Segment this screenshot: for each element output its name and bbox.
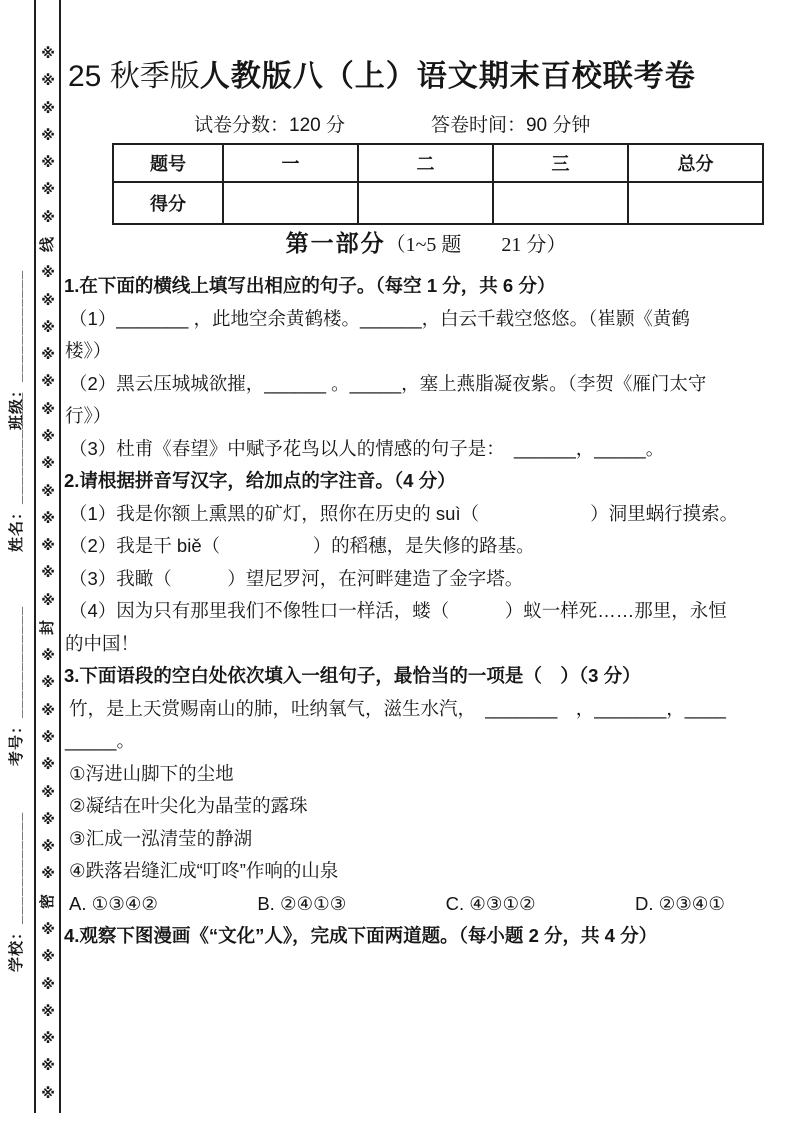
question-stem: 3.下面语段的空白处依次填入一组句子，最恰当的一项是（ ）（3 分）	[64, 665, 641, 686]
question-line: ④跌落岩缝汇成“叮咚”作响的山泉	[69, 860, 339, 881]
seal-mark: ※	[41, 1084, 55, 1101]
seal-mark: ※	[41, 99, 55, 116]
score-table	[112, 143, 764, 225]
seal-mark: ※	[41, 564, 55, 581]
score-table-header-cell: 一	[223, 144, 358, 182]
seal-mark: ※	[41, 537, 55, 554]
seal-mark: ※	[41, 1057, 55, 1074]
paper-title-main: 人教版八（上）语文期末百校联考卷	[199, 60, 696, 93]
question-stem: 2.请根据拼音写汉字，给加点的字注音。（4 分）	[64, 470, 456, 491]
seal-mark: ※	[41, 975, 55, 992]
question-line: 楼》）	[65, 340, 112, 361]
seal-mark: ※	[41, 400, 55, 417]
seal-mark: ※	[41, 865, 55, 882]
option-A: A. ①③④②	[69, 892, 158, 914]
seal-mark: ※	[41, 674, 55, 691]
paper-title	[68, 58, 790, 96]
seal-border-outer-line	[34, 0, 36, 1113]
seal-mark: ※	[41, 647, 55, 664]
seal-mark: ※	[41, 838, 55, 855]
total-score-label: 试卷分数：120 分	[194, 115, 345, 136]
student-field-name: 姓名：____________	[8, 391, 25, 552]
score-cell	[628, 182, 763, 224]
question-line: 的中国！	[65, 632, 140, 654]
seal-mark: ※	[41, 264, 55, 281]
seal-mark: ※	[41, 208, 55, 225]
seal-marks-column	[38, 46, 58, 1100]
seal-mark: ※	[41, 1002, 55, 1019]
seal-mark: ※	[41, 509, 55, 526]
score-table-score-row	[113, 182, 763, 224]
score-table-corner-cell: 题号	[113, 144, 223, 182]
question-line: （2）我是干 biě（ ）的稻穗，是失修的路基。	[69, 535, 535, 556]
score-table-header-cell: 三	[493, 144, 628, 182]
seal-mark: ※	[41, 1030, 55, 1047]
seal-mark: ※	[41, 701, 55, 718]
score-table-header-cell: 二	[358, 144, 493, 182]
seal-mark: ※	[41, 810, 55, 827]
question-line: （3）杜甫《春望》中赋予花鸟以人的情感的句子是： ______，_____。	[69, 437, 665, 459]
paper-meta	[194, 114, 790, 137]
question-line: ③汇成一泓清莹的静湖	[69, 827, 253, 849]
seal-border-inner-line	[59, 0, 61, 1113]
seal-mark: ※	[41, 948, 55, 965]
section-range: （1~5 题 21 分）	[385, 234, 567, 256]
score-row-label: 得分	[113, 182, 223, 224]
section-name: 第一部分	[285, 231, 386, 256]
paper-title-edition: 25 秋季版	[68, 60, 200, 93]
seal-mark: ※	[41, 346, 55, 363]
seal-mark: ※	[41, 482, 55, 499]
question-stem: 4.观察下图漫画《“文化”人》，完成下面两道题。（每小题 2 分，共 4 分）	[64, 925, 658, 946]
section-heading	[62, 229, 790, 260]
student-field-school: 学校：____________	[8, 811, 25, 972]
question-line: （4）因为只有那里我们不像牲口一样活，蝼（ ）蚁一样死……那里，永恒	[69, 600, 727, 621]
question-line: （1）我是你额上熏黑的矿灯，照你在历史的 suì（ ）洞里蜗行摸索。	[69, 502, 739, 524]
seal-char-封: 封	[39, 619, 57, 635]
paper-content	[62, 0, 790, 953]
score-cell	[358, 182, 493, 224]
score-cell	[493, 182, 628, 224]
seal-char-密: 密	[39, 893, 57, 909]
seal-mark: ※	[41, 455, 55, 472]
seal-mark: ※	[41, 591, 55, 608]
options-row	[64, 888, 725, 921]
score-table-header-cell: 总分	[628, 144, 763, 182]
question-line: （3）我瞰（ ）望尼罗河，在河畔建造了金字塔。	[69, 567, 524, 589]
score-cell	[223, 182, 358, 224]
question-lines	[64, 270, 790, 953]
question-line: _____。	[65, 730, 135, 751]
question-line: 行》）	[65, 405, 112, 426]
seal-mark: ※	[41, 729, 55, 746]
seal-mark: ※	[41, 783, 55, 800]
option-B: B. ②④①③	[257, 892, 347, 914]
seal-mark: ※	[41, 45, 55, 61]
question-line: ②凝结在叶尖化为晶莹的露珠	[69, 795, 308, 816]
seal-mark: ※	[41, 72, 55, 89]
question-line: （2）黑云压城城欲摧，______ 。_____，塞上燕脂凝夜紫。（李贺《雁门太守	[69, 372, 707, 394]
student-field-exam-number: 考号：____________	[8, 605, 25, 766]
question-line: （1）_______ ，此地空余黄鹤楼。______，白云千载空悠悠。（崔颢《黄鹤	[69, 307, 690, 329]
seal-mark: ※	[41, 154, 55, 171]
question-line: ①泻进山脚下的尘地	[69, 762, 234, 784]
seal-mark: ※	[41, 181, 55, 198]
score-table-header-row	[113, 144, 763, 182]
seal-mark: ※	[41, 427, 55, 444]
seal-mark: ※	[41, 318, 55, 335]
option-C: C. ④③①②	[445, 892, 536, 914]
seal-mark: ※	[41, 126, 55, 143]
seal-mark: ※	[41, 756, 55, 773]
student-field-class: 班级：____________	[8, 269, 25, 430]
question-line: 竹，是上天赏赐南山的肺，吐纳氧气，滋生水汽， _______ ，_______，____	[69, 697, 726, 719]
question-stem: 1.在下面的横线上填写出相应的句子。（每空 1 分，共 6 分）	[64, 275, 556, 296]
option-D: D. ②③④①	[635, 892, 725, 914]
seal-char-线: 线	[39, 236, 57, 252]
seal-mark: ※	[41, 373, 55, 390]
seal-mark: ※	[41, 291, 55, 308]
seal-mark: ※	[41, 921, 55, 937]
time-limit-label: 答卷时间：90 分钟	[430, 115, 591, 136]
